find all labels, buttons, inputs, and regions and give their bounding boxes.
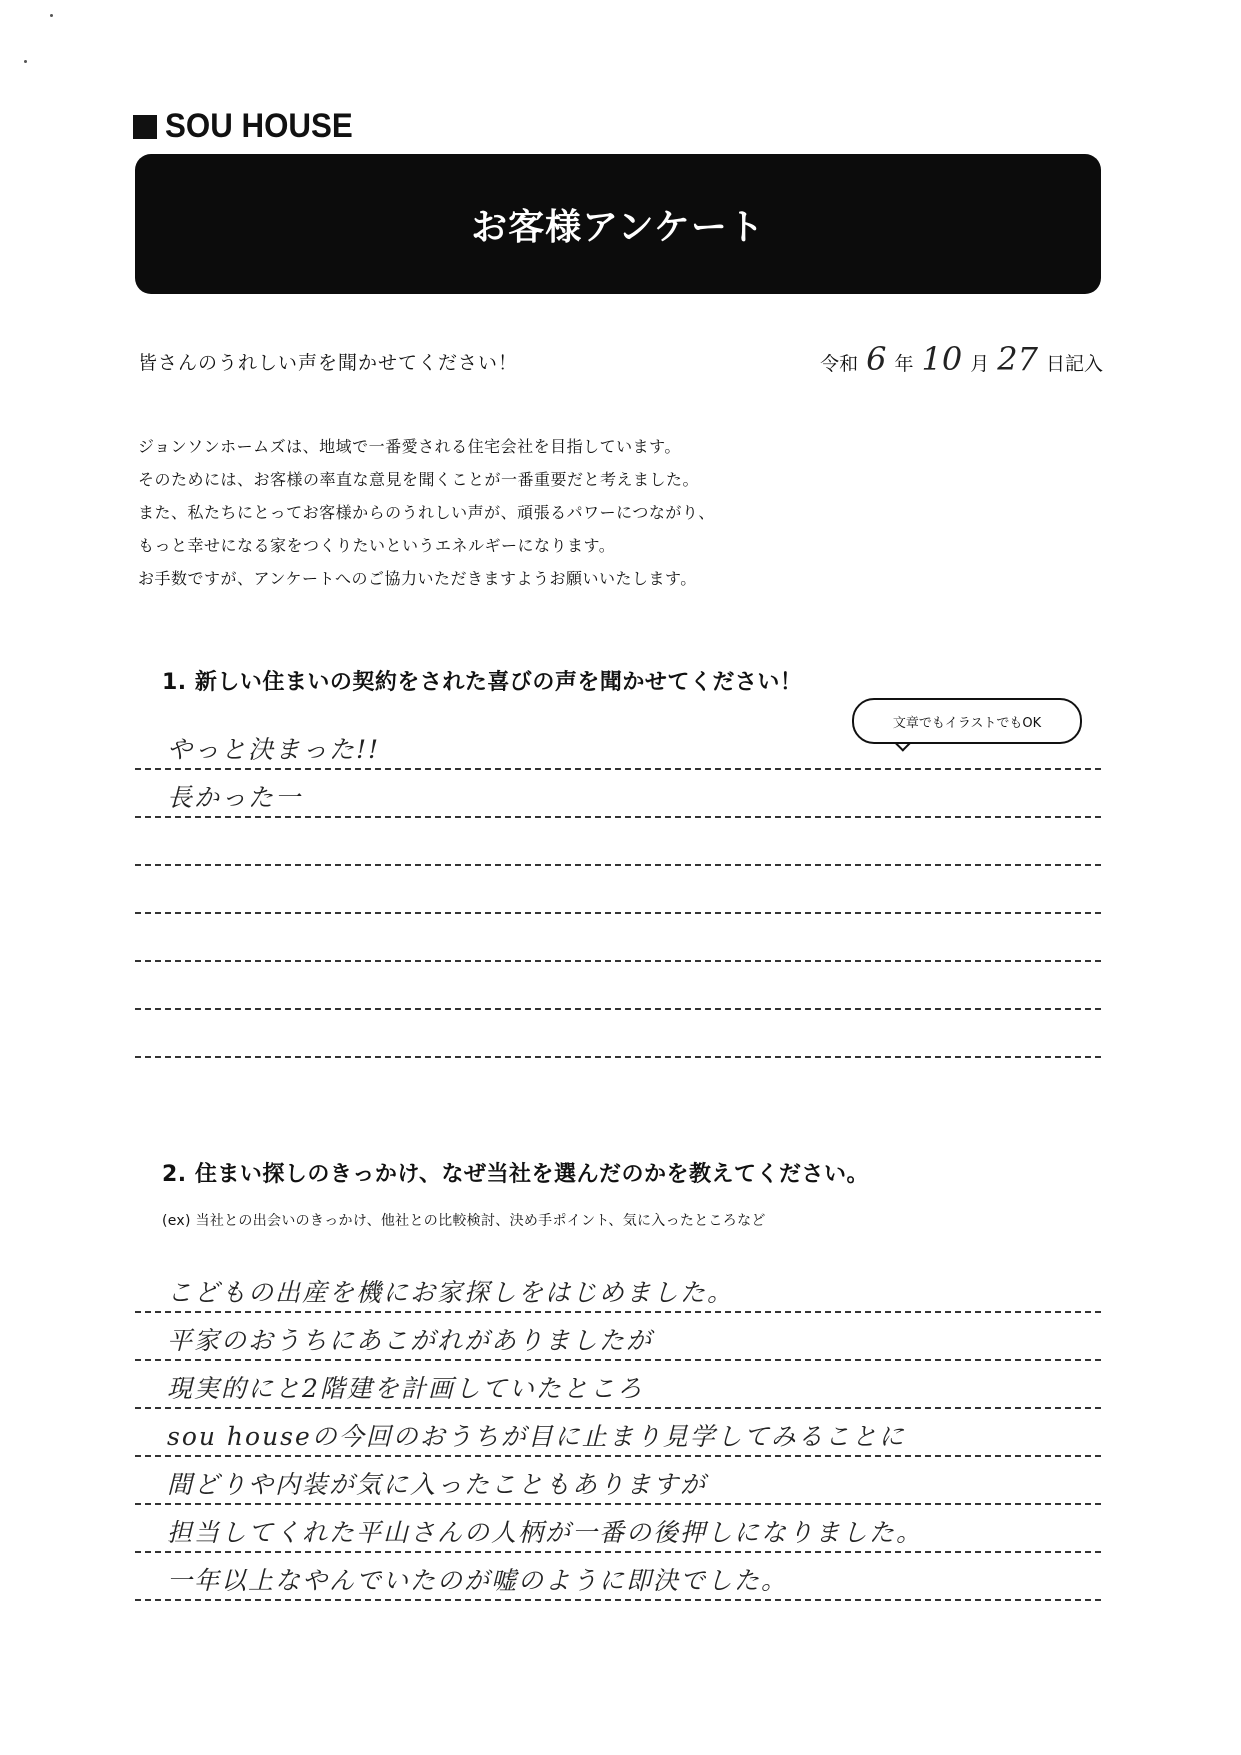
date-day-value: 27 (997, 340, 1038, 378)
handwritten-answer: こどもの出産を機にお家探しをはじめました。 (167, 1278, 735, 1307)
answer-line[interactable] (135, 1010, 1101, 1058)
date-year-value: 6 (866, 340, 887, 378)
intro-line: そのためには、お客様の率直な意見を聞くことが一番重要だと考えました。 (138, 470, 700, 489)
answer-line[interactable] (135, 1505, 1101, 1553)
question-1-answer-area[interactable] (135, 722, 1101, 1058)
handwritten-answer: 一年以上なやんでいたのが嘘のように即決でした。 (167, 1566, 789, 1595)
intro-line: ジョンソンホームズは、地域で一番愛される住宅会社を目指しています。 (138, 437, 681, 456)
answer-line[interactable] (135, 914, 1101, 962)
date-year-label: 年 (894, 353, 914, 375)
handwritten-answer: 長かった一 (167, 783, 303, 812)
date-era: 令和 (820, 353, 859, 375)
brand-square-icon (133, 115, 157, 139)
intro-line: また、私たちにとってお客様からのうれしい声が、頑張るパワーにつながり、 (138, 503, 715, 522)
answer-line[interactable] (135, 1313, 1101, 1361)
page-title: お客様アンケート (471, 206, 765, 248)
handwritten-answer: 平家のおうちにあこがれがありましたが (167, 1326, 654, 1355)
intro-paragraph (138, 430, 715, 595)
lead-text: 皆さんのうれしい声を聞かせてください！ (138, 352, 519, 374)
answer-line[interactable] (135, 1457, 1101, 1505)
question-2-example: (ex) 当社との出会いのきっかけ、他社との比較検討、決め手ポイント、気に入ったところなど (162, 1213, 766, 1229)
answer-line[interactable] (135, 962, 1101, 1010)
answer-line[interactable] (135, 866, 1101, 914)
intro-line: もっと幸せになる家をつくりたいというエネルギーになります。 (138, 536, 616, 555)
answer-line[interactable] (135, 818, 1101, 866)
date-month-label: 月 (970, 353, 990, 375)
question-2-answer-area[interactable] (135, 1265, 1101, 1601)
title-banner (135, 154, 1101, 294)
answer-line[interactable] (135, 1265, 1101, 1313)
intro-line: お手数ですが、アンケートへのご協力いただきますようお願いいたします。 (138, 569, 697, 588)
answer-line[interactable] (135, 1553, 1101, 1601)
handwritten-answer: sou houseの今回のおうちが目に止まり見学してみることに (167, 1422, 906, 1451)
handwritten-answer: 現実的にと2階建を計画していたところ (167, 1374, 644, 1403)
speech-bubble: 文章でもイラストでもOK (852, 698, 1082, 744)
brand-logo (133, 107, 369, 146)
question-1-heading: 1. 新しい住まいの契約をされた喜びの声を聞かせてください！ (162, 670, 803, 695)
handwritten-answer: 担当してくれた平山さんの人柄が一番の後押しになりました。 (167, 1518, 924, 1547)
date-month-value: 10 (921, 340, 963, 378)
date-field (820, 340, 1103, 378)
handwritten-answer: やっと決まった!! (167, 735, 381, 764)
question-2-heading: 2. 住まい探しのきっかけ、なぜ当社を選んだのかを教えてください。 (162, 1162, 869, 1187)
answer-line[interactable] (135, 770, 1101, 818)
answer-line[interactable] (135, 1409, 1101, 1457)
date-day-label: 日記入 (1045, 353, 1103, 375)
answer-line[interactable] (135, 1361, 1101, 1409)
scan-speck (50, 14, 53, 17)
scan-speck (24, 60, 27, 63)
brand-name: SOU HOUSE (165, 107, 353, 145)
handwritten-answer: 間どりや内装が気に入ったこともありますが (167, 1470, 708, 1499)
